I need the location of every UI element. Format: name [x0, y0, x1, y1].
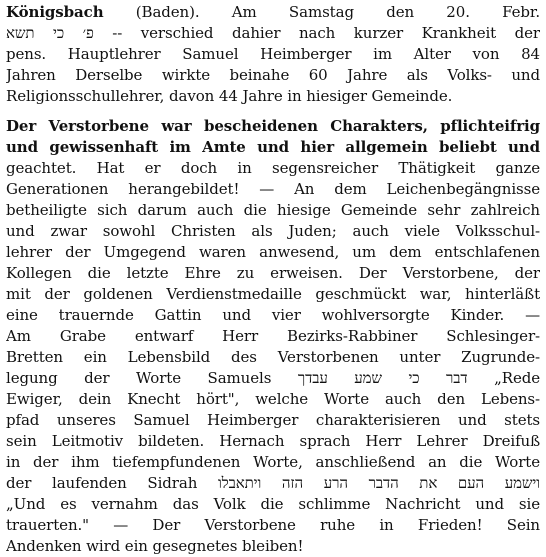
article-line: trauerten." — Der Verstorbene ruhe in Frieden! Sein	[6, 516, 540, 534]
article-line: legung der Worte Samuels דבר כי שמע עבדך „Rede	[6, 369, 540, 387]
article-line: betheiligte sich darum auch die hiesige Gemeinde sehr zahlreich	[6, 201, 540, 219]
article-line: „Und es vernahm das Volk die schlimme Nachricht und sie	[6, 495, 540, 513]
article-line: und zwar sowohl Christen als Juden; auch viele Volksschul-	[6, 222, 540, 240]
article-line: Ewiger, dein Knecht hört", welche Worte auch den Lebens-	[6, 390, 540, 408]
article-line: in der ihm tiefempfundenen Worte, anschließend an die Worte	[6, 453, 540, 471]
article-line: sein Leitmotiv bildeten. Hernach sprach Herr Lehrer Dreifuß	[6, 432, 540, 450]
article-line: Generationen herangebildet! — An dem Leichenbegängnisse	[6, 180, 540, 198]
article-line	[6, 2, 540, 23]
article-line: pfad unseres Samuel Heimberger charakterisieren und stets	[6, 411, 540, 429]
article-line: Religionsschullehrer, davon 44 Jahre in hiesiger Gemeinde.	[6, 87, 453, 105]
article-line: der laufenden Sidrah וישמע העם את הדבר הרע הזה ויתאבלו	[6, 474, 540, 492]
article-line: Kollegen die letzte Ehre zu erweisen. Der Verstorbene, der	[6, 264, 540, 282]
article-line: Am Grabe entwarf Herr Bezirks-Rabbiner Schlesinger-	[6, 327, 540, 345]
article-line: lehrer der Umgegend waren anwesend, um dem entschlafenen	[6, 243, 540, 261]
article-line: Jahren Derselbe wirkte beinahe 60 Jahre als Volks- und	[6, 66, 540, 84]
article-line: pens. Hauptlehrer Samuel Heimberger im Alter von 84	[6, 45, 540, 63]
article-line-text: (Baden). Am Samstag den 20. Febr.	[103, 3, 540, 21]
article-line: Bretten ein Lebensbild des Verstorbenen unter Zugrunde-	[6, 348, 540, 366]
article-line: geachtet. Hat er doch in segensreicher Thätigkeit ganze	[6, 159, 540, 177]
article-line: eine trauernde Gattin und vier wohlversorgte Kinder. —	[6, 306, 540, 324]
article-line: Der Verstorbene war bescheidenen Charakters, pflichteifrig	[6, 117, 540, 135]
article-line: mit der goldenen Verdienstmedaille geschmückt war, hinterläßt	[6, 285, 540, 303]
article-line: und gewissenhaft im Amte und hier allgemein beliebt und	[6, 138, 540, 156]
article-line: Andenken wird ein gesegnetes bleiben!	[6, 537, 304, 555]
place-name: Königsbach	[6, 3, 104, 21]
article-line: פ׳ כי תשא -- verschied dahier nach kurzer Krankheit der	[6, 24, 540, 42]
